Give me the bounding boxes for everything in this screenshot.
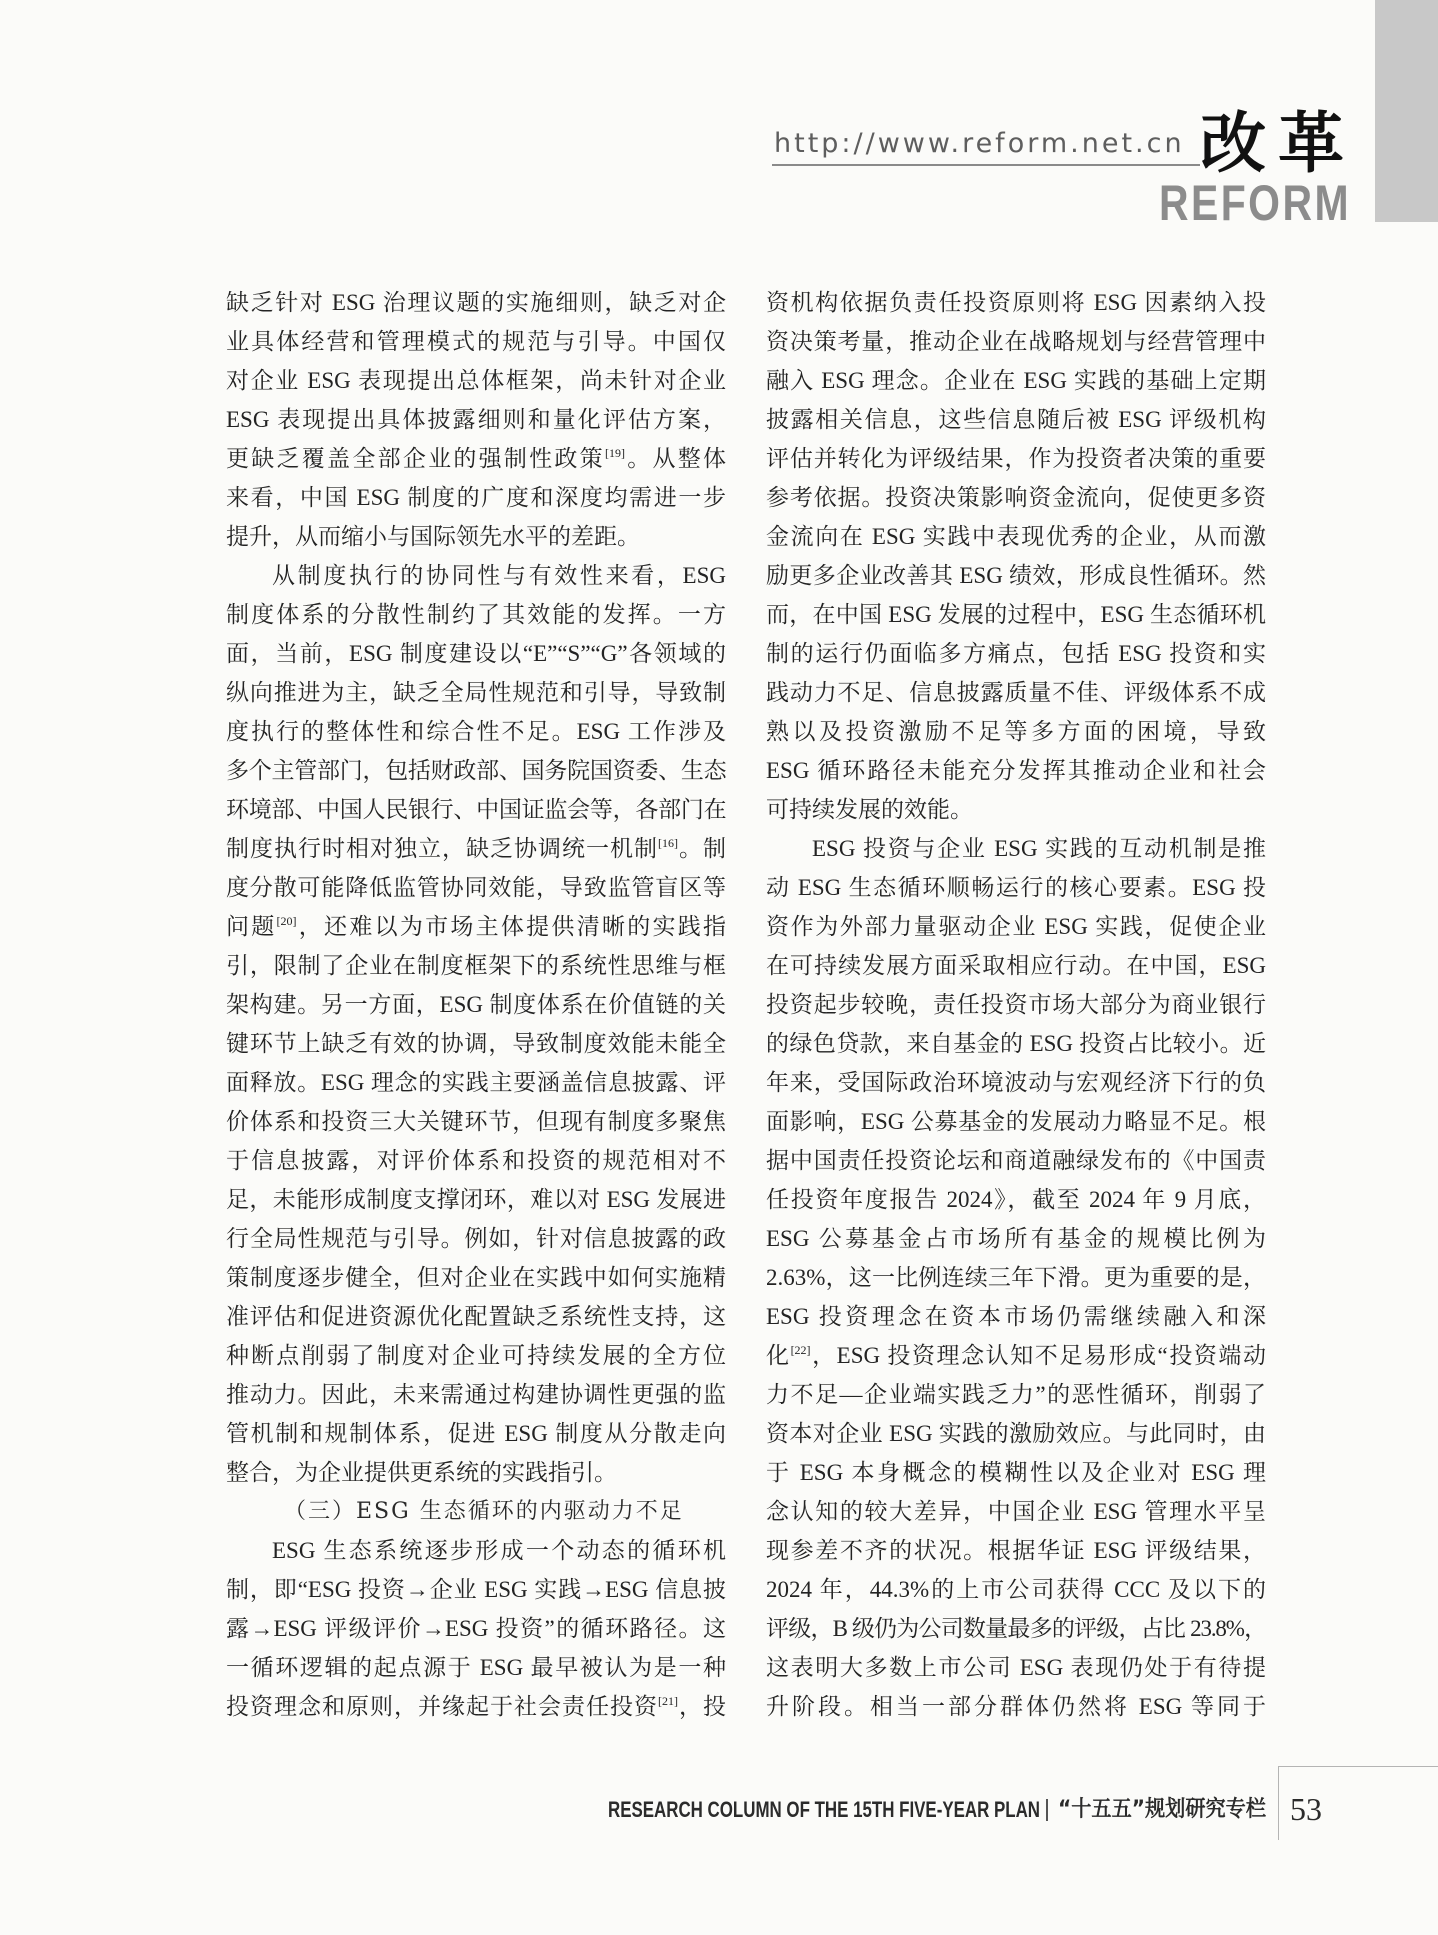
text-line: 业具体经营和管理模式的规范与引导。中国仅 xyxy=(226,329,726,354)
text-line: 参考依据。投资决策影响资金流向，促使更多资 xyxy=(766,485,1266,510)
text-line: 2024 年，44.3%的上市公司获得 CCC 及以下的 xyxy=(766,1577,1266,1602)
text-line: 而，在中国 ESG 发展的过程中，ESG 生态循环机 xyxy=(766,602,1266,627)
text-line: 任投资年度报告 2024》，截至 2024 年 9 月底， xyxy=(766,1187,1266,1212)
journal-title-en-box xyxy=(1159,175,1351,231)
header-rule xyxy=(772,164,1200,166)
citation-ref: [19] xyxy=(604,446,625,460)
footer-column-cn-box xyxy=(1058,1796,1266,1824)
section-heading-block xyxy=(226,1492,726,1531)
citation-ref: [21] xyxy=(658,1694,678,1708)
journal-title-cn: 改革 xyxy=(1200,105,1356,182)
text-line: 资机构依据负责任投资原则将 ESG 因素纳入投 xyxy=(766,290,1266,315)
text-line: 环境部、中国人民银行、中国证监会等，各部门在 xyxy=(226,797,726,822)
text-line: 架构建。另一方面，ESG 制度体系在价值链的关 xyxy=(226,992,726,1017)
text-line: 据中国责任投资论坛和商道融绿发布的《中国责 xyxy=(766,1148,1266,1173)
text-line: 整合，为企业提供更系统的实践指引。 xyxy=(226,1460,617,1485)
text-line: ESG 生态系统逐步形成一个动态的循环机 xyxy=(272,1538,726,1563)
text-line: 资作为外部力量驱动企业 ESG 实践，促使企业 xyxy=(766,914,1266,939)
text-line: 引，限制了企业在制度框架下的系统性思维与框 xyxy=(226,953,726,978)
text-line: 可持续发展的效能。 xyxy=(766,797,973,822)
text-line: 面影响，ESG 公募基金的发展动力略显不足。根 xyxy=(766,1109,1266,1134)
text-line: 于信息披露，对评价体系和投资的规范相对不 xyxy=(226,1148,726,1173)
footer-column-en-box xyxy=(608,1796,1040,1824)
right-column xyxy=(766,283,1266,1726)
text-line: 种断点削弱了制度对企业可持续发展的全方位 xyxy=(226,1343,726,1368)
side-tab-bar xyxy=(1375,0,1438,222)
text-line: 策制度逐步健全，但对企业在实践中如何实施精 xyxy=(226,1265,726,1290)
paragraph xyxy=(766,829,1266,1726)
left-column xyxy=(226,283,726,1726)
text-line: 制度体系的分散性制约了其效能的发挥。一方 xyxy=(226,602,726,627)
text-line: 管机制和规制体系，促进 ESG 制度从分散走向 xyxy=(226,1421,726,1446)
text-line: 足，未能形成制度支撑闭环，难以对 ESG 发展进 xyxy=(226,1187,726,1212)
text-line: 投资起步较晚，责任投资市场大部分为商业银行 xyxy=(766,992,1266,1017)
text-line: 更缺乏覆盖全部企业的强制性政策[19]。从整体 xyxy=(226,446,727,471)
text-line: 价体系和投资三大关键环节，但现有制度多聚焦 xyxy=(226,1109,726,1134)
text-line: 来看，中国 ESG 制度的广度和深度均需进一步 xyxy=(226,485,726,510)
text-line: 缺乏针对 ESG 治理议题的实施细则，缺乏对企 xyxy=(226,290,726,315)
text-line: ESG 循环路径未能充分发挥其推动企业和社会 xyxy=(766,758,1266,783)
text-line: 纵向推进为主，缺乏全局性规范和引导，导致制 xyxy=(226,680,726,705)
text-line: 在可持续发展方面采取相应行动。在中国，ESG xyxy=(766,953,1266,978)
text-line: 这表明大多数上市公司 ESG 表现仍处于有待提 xyxy=(766,1655,1266,1680)
text-line: 年来，受国际政治环境波动与宏观经济下行的负 xyxy=(766,1070,1266,1095)
text-line: ESG 表现提出具体披露细则和量化评估方案， xyxy=(226,407,726,432)
section-heading: （三）ESG 生态循环的内驱动力不足 xyxy=(284,1499,684,1524)
text-line: ESG 公募基金占市场所有基金的规模比例为 xyxy=(766,1226,1266,1251)
footer-column-en: RESEARCH COLUMN OF THE 15TH FIVE-YEAR PLAN xyxy=(608,1797,1040,1822)
text-line: 力不足—企业端实践乏力”的恶性循环，削弱了 xyxy=(766,1382,1266,1407)
text-line: 度分散可能降低监管协同效能，导致监管盲区等 xyxy=(226,875,726,900)
footer-separator xyxy=(1046,1799,1048,1821)
text-line: 问题[20]，还难以为市场主体提供清晰的实践指 xyxy=(226,914,727,939)
text-line: 制，即“ESG 投资→企业 ESG 实践→ESG 信息披 xyxy=(226,1577,726,1602)
text-line: 念认知的较大差异，中国企业 ESG 管理水平呈 xyxy=(766,1499,1266,1524)
text-line: 资本对企业 ESG 实践的激励效应。与此同时，由 xyxy=(766,1421,1266,1446)
text-line: 2.63%，这一比例连续三年下滑。更为重要的是， xyxy=(766,1265,1266,1290)
text-line: 从制度执行的协同性与有效性来看，ESG xyxy=(272,563,726,588)
text-line: 升阶段。相当一部分群体仍然将 ESG 等同于 xyxy=(766,1694,1266,1719)
text-line: 推动力。因此，未来需通过构建协调性更强的监 xyxy=(226,1382,726,1407)
text-line: 熟以及投资激励不足等多方面的困境，导致 xyxy=(766,719,1266,744)
text-line: ESG 投资理念在资本市场仍需继续融入和深 xyxy=(766,1304,1266,1329)
paragraph xyxy=(766,283,1266,829)
paragraph xyxy=(226,283,726,556)
citation-ref: [16] xyxy=(658,836,678,850)
text-line: 融入 ESG 理念。企业在 ESG 实践的基础上定期 xyxy=(766,368,1266,393)
page-number: 53 xyxy=(1290,1791,1322,1827)
text-line: 于 ESG 本身概念的模糊性以及企业对 ESG 理 xyxy=(766,1460,1266,1485)
text-line: 多个主管部门，包括财政部、国务院国资委、生态 xyxy=(226,758,726,783)
text-line: 的绿色贷款，来自基金的 ESG 投资占比较小。近 xyxy=(766,1031,1266,1056)
text-line: 提升，从而缩小与国际领先水平的差距。 xyxy=(226,524,640,549)
text-line: 践动力不足、信息披露质量不佳、评级体系不成 xyxy=(766,680,1266,705)
text-line: 度执行的整体性和综合性不足。ESG 工作涉及 xyxy=(226,719,726,744)
text-line: 一循环逻辑的起点源于 ESG 最早被认为是一种 xyxy=(226,1655,726,1680)
text-line: 评估并转化为评级结果，作为投资者决策的重要 xyxy=(766,446,1266,471)
text-line: 制度执行时相对独立，缺乏协调统一机制[16]。制 xyxy=(226,836,726,861)
text-line: 资决策考量，推动企业在战略规划与经营管理中 xyxy=(766,329,1266,354)
text-line: 键环节上缺乏有效的协调，导致制度效能未能全 xyxy=(226,1031,726,1056)
text-line: 行全局性规范与引导。例如，针对信息披露的政 xyxy=(226,1226,726,1251)
text-line: 金流向在 ESG 实践中表现优秀的企业，从而激 xyxy=(766,524,1266,549)
text-line: 投资理念和原则，并缘起于社会责任投资[21]，投 xyxy=(226,1694,726,1719)
text-line: 露→ESG 评级评价→ESG 投资”的循环路径。这 xyxy=(226,1616,726,1641)
text-line: 准评估和促进资源优化配置缺乏系统性支持，这 xyxy=(226,1304,726,1329)
text-line: ESG 投资与企业 ESG 实践的互动机制是推 xyxy=(812,836,1266,861)
text-line: 面释放。ESG 理念的实践主要涵盖信息披露、评 xyxy=(226,1070,726,1095)
journal-url: http://www.reform.net.cn xyxy=(774,128,1185,159)
citation-ref: [20] xyxy=(276,914,297,928)
text-line: 现参差不齐的状况。根据华证 ESG 评级结果， xyxy=(766,1538,1266,1563)
text-line: 制的运行仍面临多方痛点，包括 ESG 投资和实 xyxy=(766,641,1266,666)
paragraph xyxy=(226,1531,726,1726)
text-line: 化[22]，ESG 投资理念认知不足易形成“投资端动 xyxy=(766,1343,1266,1368)
text-line: 面，当前，ESG 制度建设以“E”“S”“G”各领域的 xyxy=(226,641,726,666)
text-line: 对企业 ESG 表现提出总体框架，尚未针对企业 xyxy=(226,368,726,393)
journal-title-en: REFORM xyxy=(1159,175,1351,231)
text-line: 励更多企业改善其 ESG 绩效，形成良性循环。然 xyxy=(766,563,1266,588)
text-line: 披露相关信息，这些信息随后被 ESG 评级机构 xyxy=(766,407,1266,432)
footer-column-cn: “十五五”规划研究专栏 xyxy=(1058,1797,1266,1822)
text-line: 动 ESG 生态循环顺畅运行的核心要素。ESG 投 xyxy=(766,875,1266,900)
text-line: 评级，B 级仍为公司数量最多的评级，占比 23.8%， xyxy=(766,1616,1266,1641)
citation-ref: [22] xyxy=(790,1343,811,1357)
paragraph xyxy=(226,556,726,1492)
